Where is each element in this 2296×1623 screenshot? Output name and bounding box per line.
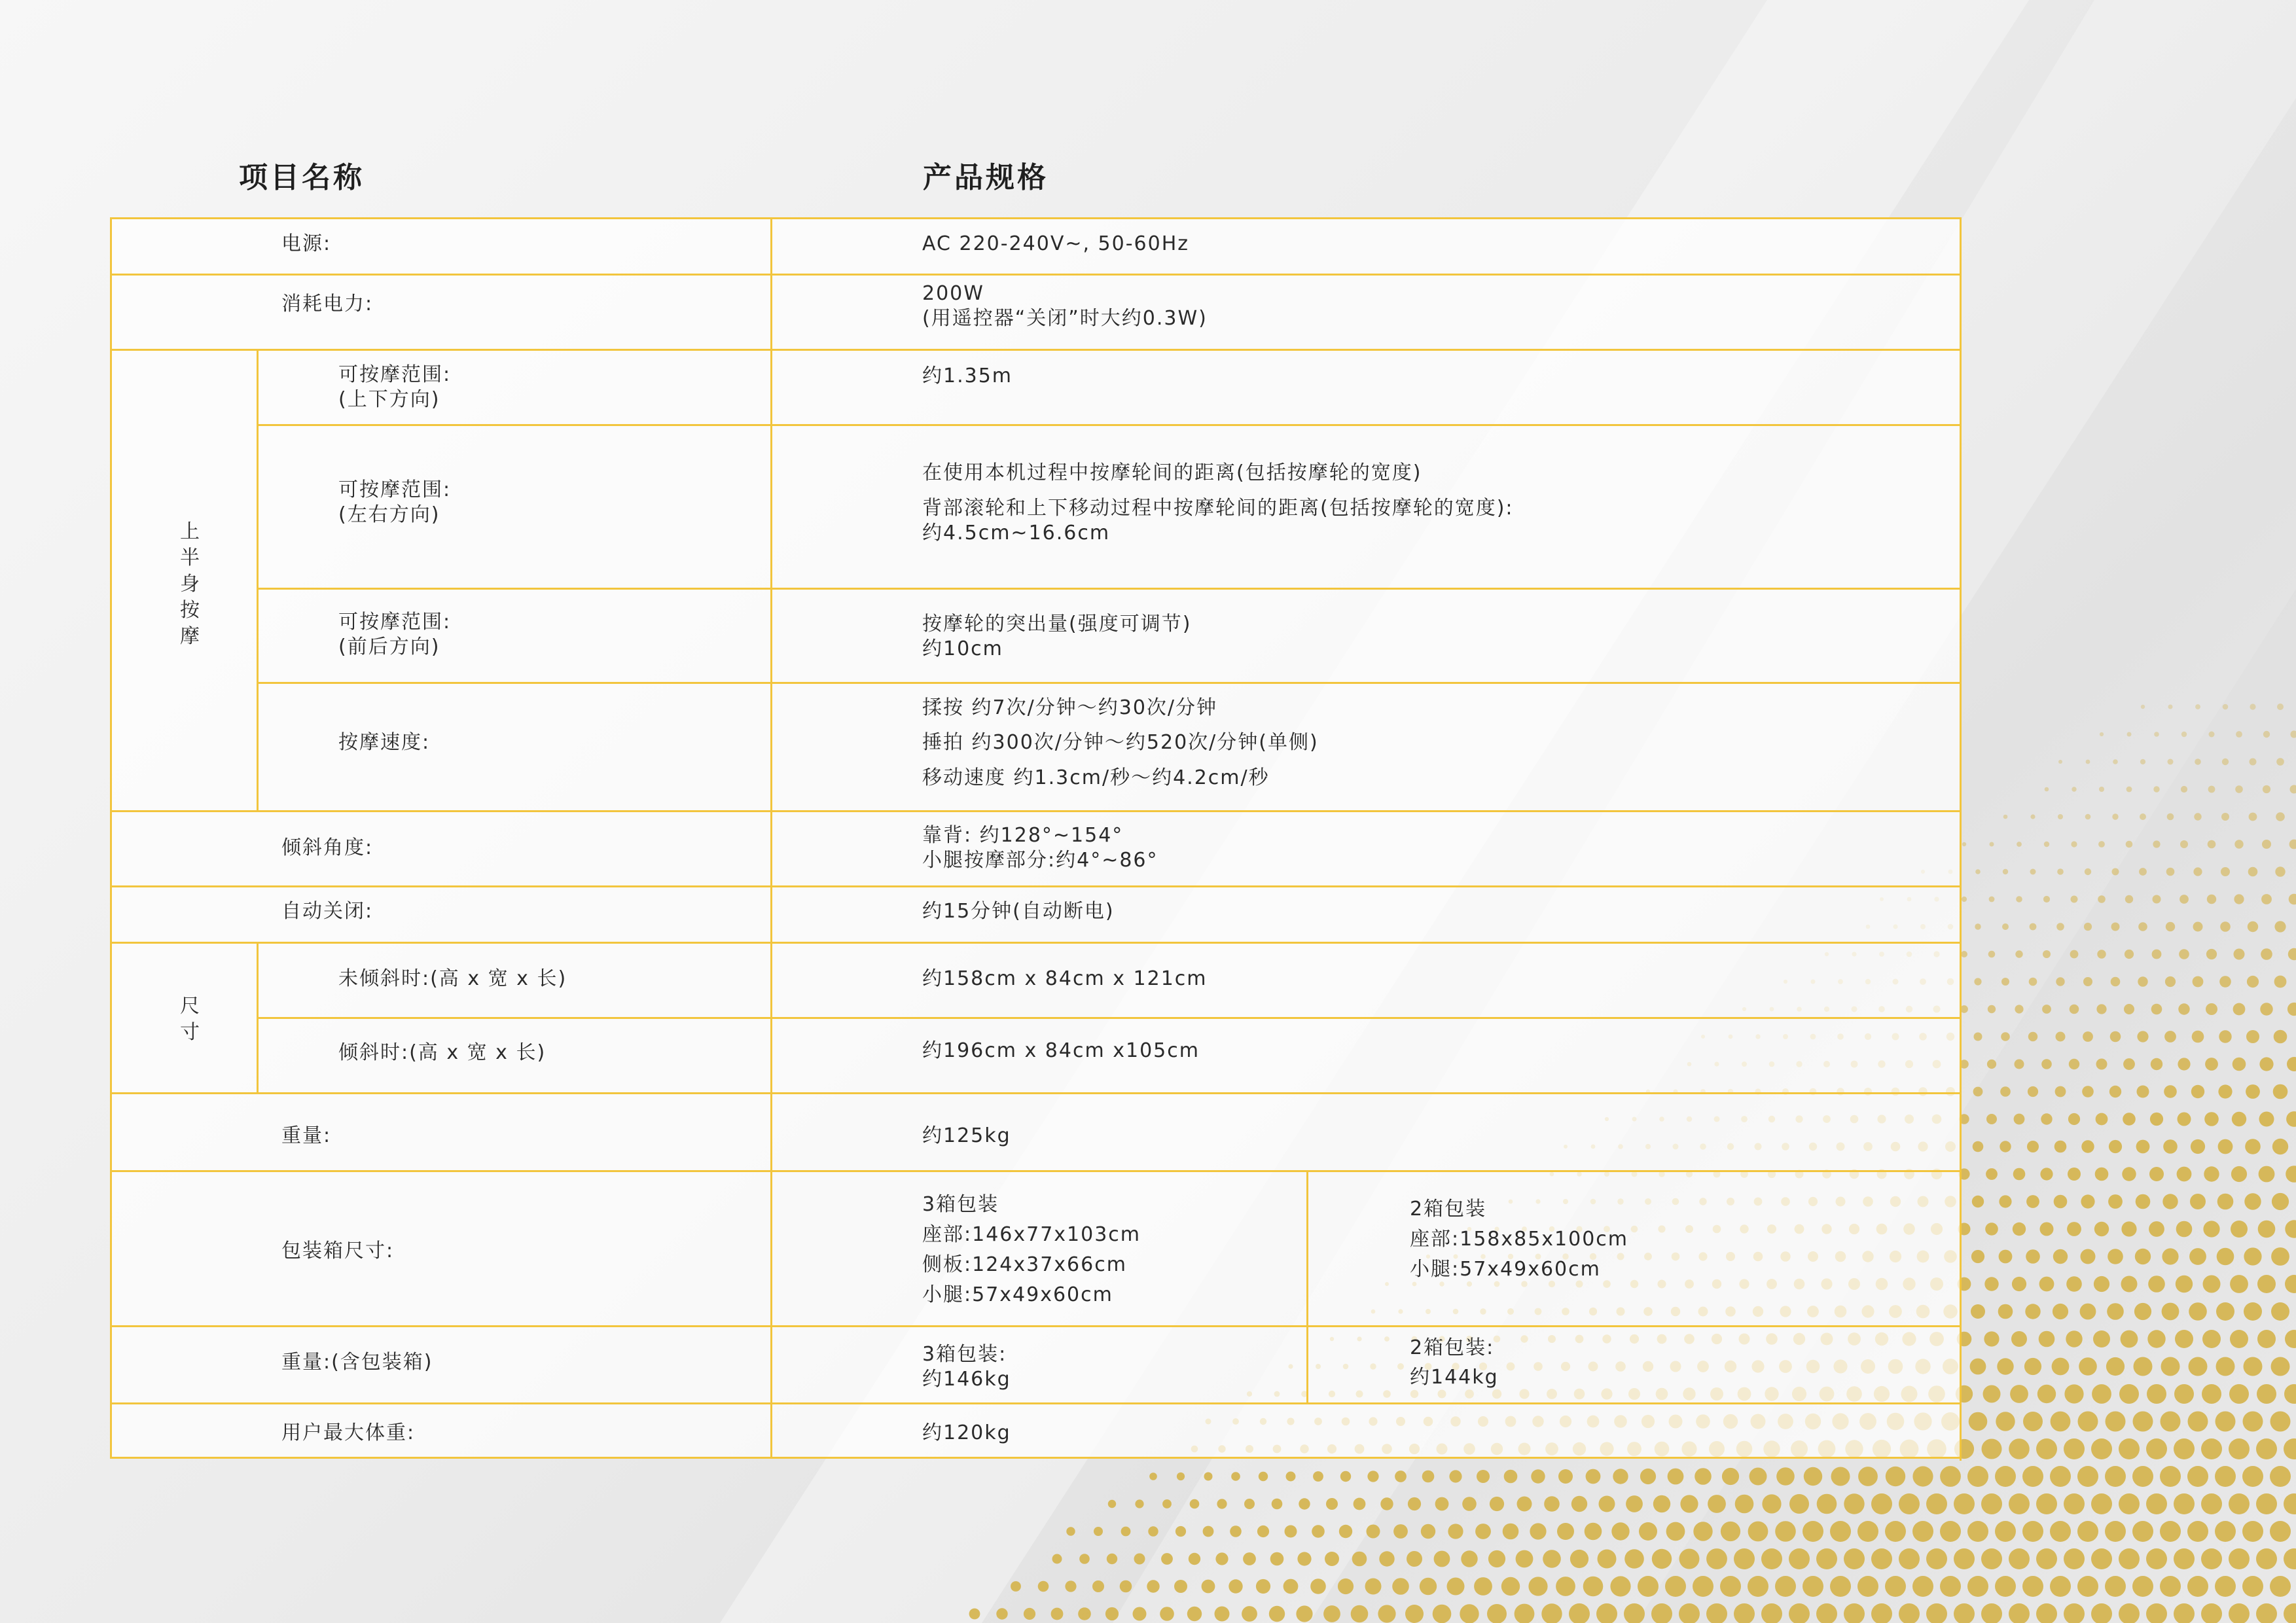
recline-value-2: 小腿按摩部分:约4°~86° xyxy=(922,849,1158,872)
package-size-two-2: 座部:158x85x100cm xyxy=(1410,1228,1629,1251)
recline-value-1: 靠背: 约128°~154° xyxy=(922,824,1124,847)
weight-packed-two-2: 约144kg xyxy=(1410,1366,1499,1389)
cell-power-source-label xyxy=(110,217,770,274)
range-vertical-label-2: (上下方向) xyxy=(338,388,440,411)
dim-reclined-label: 倾斜时:(高 x 宽 x 长) xyxy=(338,1041,547,1064)
power-consumption-value-1: 200W xyxy=(922,282,984,305)
power-consumption-label: 消耗电力: xyxy=(281,293,374,315)
range-depth-label-1: 可按摩范围: xyxy=(338,611,452,633)
weight-packed-three-2: 约146kg xyxy=(922,1368,1011,1391)
package-size-three-3: 侧板:124x37x66cm xyxy=(922,1253,1127,1276)
column-header-spec: 产品规格 xyxy=(923,161,1049,194)
power-source-label: 电源: xyxy=(281,232,332,255)
dim-upright-label: 未倾斜时:(高 x 宽 x 长) xyxy=(338,967,567,990)
speed-value-3: 移动速度 约1.3cm/秒～约4.2cm/秒 xyxy=(922,766,1270,789)
power-source-value: AC 220-240V~, 50-60Hz xyxy=(922,232,1190,255)
package-size-label: 包装箱尺寸: xyxy=(281,1240,395,1262)
cell-speed-label xyxy=(257,682,770,810)
weight-packed-two-1: 2箱包装: xyxy=(1410,1336,1495,1359)
range-lateral-value-3: 约4.5cm~16.6cm xyxy=(922,522,1111,544)
speed-value-2: 捶拍 约300次/分钟～约520次/分钟(单侧) xyxy=(922,731,1319,754)
package-size-three-2: 座部:146x77x103cm xyxy=(922,1223,1141,1246)
cell-range-lateral-label xyxy=(257,424,770,588)
range-lateral-label-1: 可按摩范围: xyxy=(338,478,452,501)
cell-weight-label xyxy=(110,1092,770,1170)
weight-packed-label: 重量:(含包装箱) xyxy=(281,1351,433,1374)
range-lateral-value-2: 背部滚轮和上下移动过程中按摩轮间的距离(包括按摩轮的宽度): xyxy=(922,497,1514,520)
range-lateral-label-2: (左右方向) xyxy=(338,503,440,526)
package-size-two-3: 小腿:57x49x60cm xyxy=(1410,1258,1601,1281)
max-user-weight-value: 约120kg xyxy=(922,1421,1011,1444)
cell-range-vertical-label xyxy=(257,349,770,424)
range-vertical-label-1: 可按摩范围: xyxy=(338,363,452,386)
column-header-item: 项目名称 xyxy=(239,161,365,194)
auto-off-label: 自动关闭: xyxy=(281,900,374,923)
upper-body-group-label: 上 半 身 按 摩 xyxy=(180,520,200,648)
weight-value: 约125kg xyxy=(922,1124,1011,1147)
power-consumption-value-2: (用遥控器“关闭”时大约0.3W) xyxy=(922,307,1208,330)
cell-package-size-two xyxy=(1306,1170,1962,1325)
package-size-two-1: 2箱包装 xyxy=(1410,1198,1487,1221)
cell-range-depth-label xyxy=(257,588,770,682)
range-depth-label-2: (前后方向) xyxy=(338,635,440,658)
speed-label: 按摩速度: xyxy=(338,731,431,754)
table-bottom-border xyxy=(110,1457,1962,1459)
dimensions-group-label: 尺 寸 xyxy=(180,995,200,1044)
max-user-weight-label: 用户最大体重: xyxy=(281,1421,416,1444)
cell-package-size-label xyxy=(110,1170,770,1325)
dim-upright-value: 约158cm x 84cm x 121cm xyxy=(922,967,1208,990)
package-size-three-1: 3箱包装 xyxy=(922,1193,999,1216)
table-right-border xyxy=(1960,217,1962,1461)
cell-weight-packed-two xyxy=(1306,1325,1962,1402)
package-size-three-4: 小腿:57x49x60cm xyxy=(922,1283,1113,1306)
recline-label: 倾斜角度: xyxy=(281,836,374,859)
range-vertical-value: 约1.35m xyxy=(922,365,1013,387)
auto-off-value: 约15分钟(自动断电) xyxy=(922,900,1115,923)
range-depth-value-1: 按摩轮的突出量(强度可调节) xyxy=(922,613,1192,635)
range-lateral-value-1: 在使用本机过程中按摩轮间的距离(包括按摩轮的宽度) xyxy=(922,461,1422,484)
cell-max-user-weight-label xyxy=(110,1402,770,1459)
weight-label: 重量: xyxy=(281,1124,332,1147)
cell-auto-off-label xyxy=(110,885,770,942)
cell-weight-packed-three xyxy=(770,1325,1306,1402)
range-depth-value-2: 约10cm xyxy=(922,637,1003,660)
cell-weight-packed-label xyxy=(110,1325,770,1402)
cell-power-consumption-label xyxy=(110,274,770,349)
cell-recline-label xyxy=(110,810,770,885)
weight-packed-three-1: 3箱包装: xyxy=(922,1343,1007,1366)
dim-reclined-value: 约196cm x 84cm x105cm xyxy=(922,1039,1200,1062)
speed-value-1: 揉按 约7次/分钟～约30次/分钟 xyxy=(922,696,1218,719)
